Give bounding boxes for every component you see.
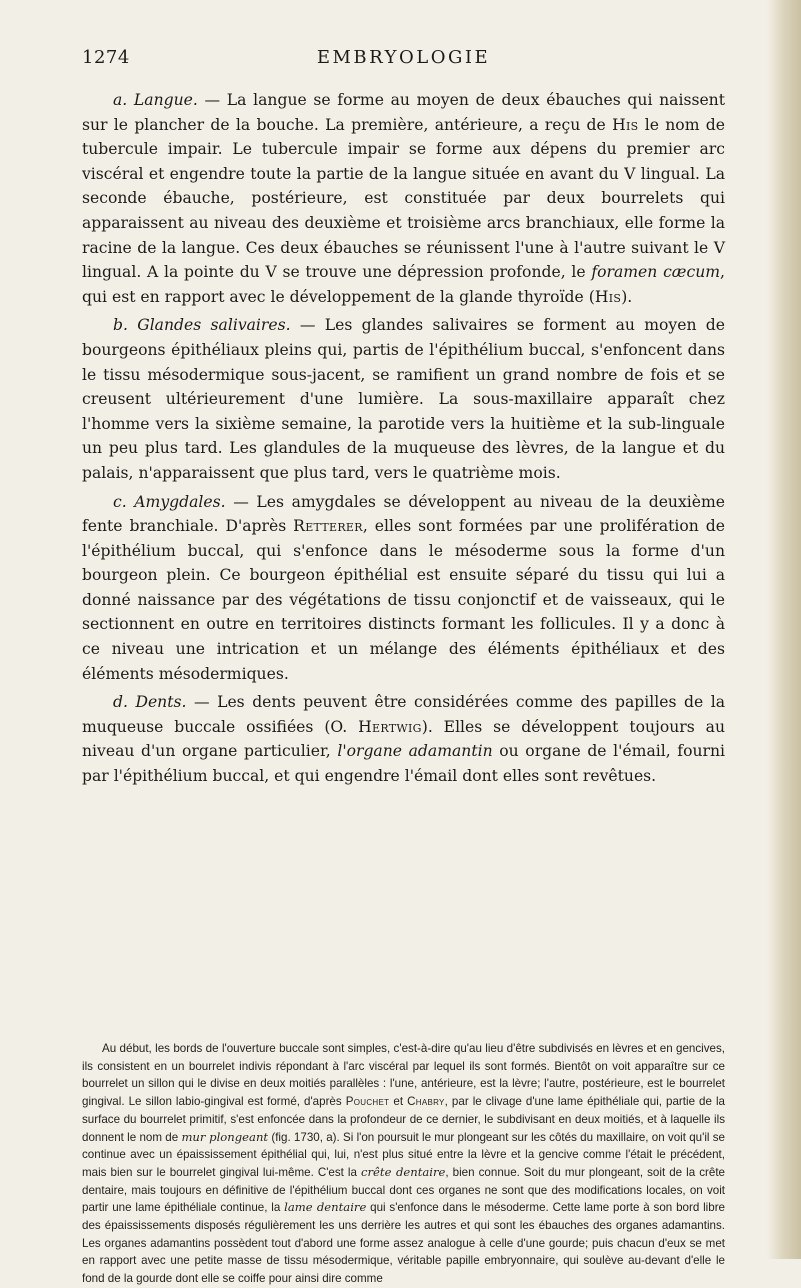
page-number: 1274 — [82, 47, 130, 68]
term-organe-adamantin: l'organe adamantin — [337, 742, 493, 761]
term-foramen-caecum: foramen cæcum — [591, 263, 721, 282]
paragraph-amygdales: c. Amygdales. — Les amygdales se développent au niveau de la deuxième fente branchiale. D'après Retterer, elles sont formées par une prolifération de l'épithélium buccal, qui s'enfonce dans le mésoderme sous la forme d'un bourgeon plein. Ce bourgeon épithélial est ensuite séparé du tissu qui lui a donné naissance par des végétations de tissu conjonctif et de vaisseaux, qui le sectionnent en outre en territoires distincts formant les follicules. Il y a donc à ce niveau une intrication et un mélange des éléments épithéliaux et des éléments mésodermiques. — [82, 492, 725, 683]
term-mur-plongeant: mur plongeant — [181, 1129, 269, 1144]
note-paragraph: Au début, les bords de l'ouverture buccale sont simples, c'est-à-dire qu'au lieu d'être subdivisés en lèvres et en gencives, ils consistent en un bourrelet indivis répondant à l'arc viscéral par lequel ils sont formés. Bientôt on voit apparaître sur ce bourrelet un sillon qui le divise en deux moitiés parallèles : l'une, antérieure, est la lèvre; l'autre, postérieure, est le bourrelet gingival. Le sillon labio-gingival est formé, d'après Pouchet et Chabry, par le clivage d'une lame épithéliale qui, partie de la surface du bourrelet primitif, s'est enfoncée dans la profondeur de ce dernier, le subdivisant en deux moitiés, et à laquelle ils donnent le nom de mur plongeant (fig. 1730, a). Si l'on poursuit le mur plongeant sur les côtés du maxillaire, on voit qu'il se continue avec un épaississement épithélial qui, lui, n'est plus situé entre la lèvre et la gencive comme l'était le précédent, mais bien sur le bourrelet gingival lui-même. C'est la crête dentaire, bien connue. Soit du mur plongeant, soit de la crête dentaire, mais toujours en définitive de l'épithélium buccal dont ces organes ne sont que des modifications locales, on voit partir une lame épithéliale continue, la lame dentaire qui s'enfonce dans le mésoderme. Cette lame porte à son bord libre des épaississements disposés régulièrement les uns derrière les autres et qui sont les ébauches des organes adamantins. Les organes adamantins possèdent tout d'abord une forme assez analogue à celle d'une gourde; puis chacun d'eux se met en rapport avec une petite masse de tissu mésodermique, véritable papille embryonnaire, qui soulève au-devant d'elle le fond de la gourde dont elle se coiffe pour ainsi dire comme — [82, 1042, 726, 1286]
page-edge-shadow — [767, 0, 801, 1259]
running-head: EMBRYOLOGIE — [316, 47, 491, 68]
paragraph-dents: d. Dents. — Les dents peuvent être considérées comme des papilles de la muqueuse buccale ossifiées (O. Hertwig). Elles se développent toujours au niveau d'un organe particulier, l'organe adamantin ou organe de l'émail, fourni par l'épithélium buccal, et qui engendre l'émail dont elles sont revêtues. — [82, 693, 726, 786]
small-print-note — [82, 1040, 725, 1288]
term-crete-dentaire: crête dentaire — [361, 1164, 446, 1179]
section-label-langue: a. Langue. — [113, 91, 198, 109]
paragraph-langue: a. Langue. — La langue se forme au moyen de deux ébauches qui naissent sur le plancher de la bouche. La première, antérieure, a reçu de His le nom de tubercule impair. Le tubercule impair se forme aux dépens du premier arc viscéral et engendre toute la partie de la langue située en avant du V lingual. La seconde ébauche, postérieure, est constituée par deux bourrelets qui apparaissent au niveau des deuxième et troisième arcs branchiaux, elle forme la racine de la langue. Ces deux ébauches se réunissent l'une à l'autre suivant le V lingual. A la pointe du V se trouve une dépression profonde, le foramen cæcum, qui est en rapport avec le développement de la glande thyroïde (His). — [82, 91, 725, 306]
section-label-amygdales: c. Amygdales. — [113, 492, 226, 511]
author-hertwig: Hertwig — [358, 717, 422, 736]
page-header — [82, 47, 725, 77]
paragraph-glandes-salivaires: b. Glandes salivaires. — Les glandes salivaires se forment au moyen de bourgeons épithéliaux pleins qui, partis de l'épithélium buccal, s'enfoncent dans le tissu mésodermique sous-jacent, se ramifient un grand nombre de fois et se creusent ultérieurement d'une lumière. La sous-maxillaire apparaît chez l'homme vers la sixième semaine, la parotide vers la huitième et la sub-linguale un peu plus tard. Les glandules de la muqueuse des lèvres, de la langue et du palais, n'apparaissent que plus tard, vers le quatrième mois. — [82, 316, 726, 482]
author-retterer: Retterer — [293, 517, 363, 536]
author-his: His — [612, 115, 639, 134]
main-text — [82, 88, 725, 793]
author-his: His — [594, 287, 622, 306]
term-lame-dentaire: lame dentaire — [284, 1200, 367, 1215]
author-chabry: Chabry — [407, 1095, 445, 1109]
section-label-glandes: b. Glandes salivaires. — [113, 316, 291, 335]
author-pouchet: Pouchet — [345, 1095, 390, 1109]
section-label-dents: d. Dents. — [113, 693, 187, 712]
